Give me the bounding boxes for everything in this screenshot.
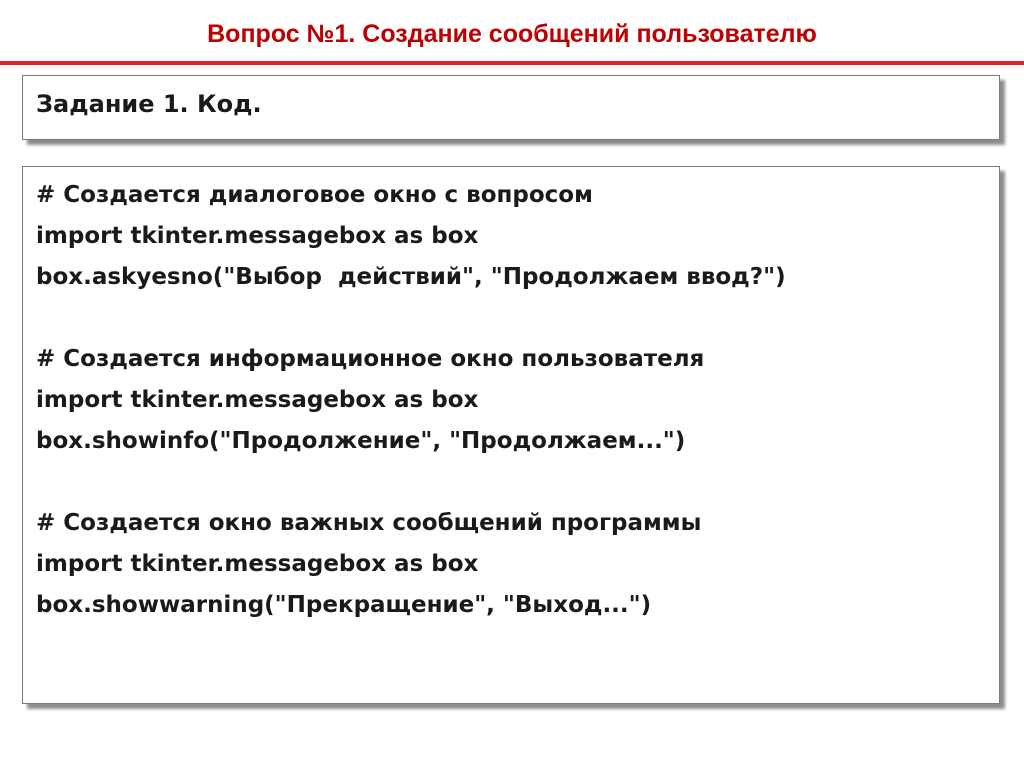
code-listing (36, 175, 786, 626)
title-divider (0, 61, 1024, 65)
code-comment: # Создается информационное окно пользователя (36, 346, 705, 372)
task-label: Задание 1. Код. (36, 90, 262, 118)
slide-title: Вопрос №1. Создание сообщений пользователю (207, 20, 817, 48)
code-import: import tkinter.messagebox as box (36, 387, 479, 413)
code-import: import tkinter.messagebox as box (36, 223, 479, 249)
code-comment: # Создается окно важных сообщений программы (36, 510, 702, 536)
code-call: box.showinfo("Продолжение", "Продолжаем...") (36, 428, 686, 454)
code-comment: # Создается диалоговое окно с вопросом (36, 182, 593, 208)
code-call: box.showwarning("Прекращение", "Выход...") (36, 592, 652, 618)
code-blank-line (36, 298, 786, 339)
code-blank-line (36, 462, 786, 503)
code-box (22, 166, 1000, 704)
task-box (22, 75, 1000, 140)
code-call: box.askyesno("Выбор действий", "Продолжаем ввод?") (36, 264, 786, 290)
code-import: import tkinter.messagebox as box (36, 551, 479, 577)
